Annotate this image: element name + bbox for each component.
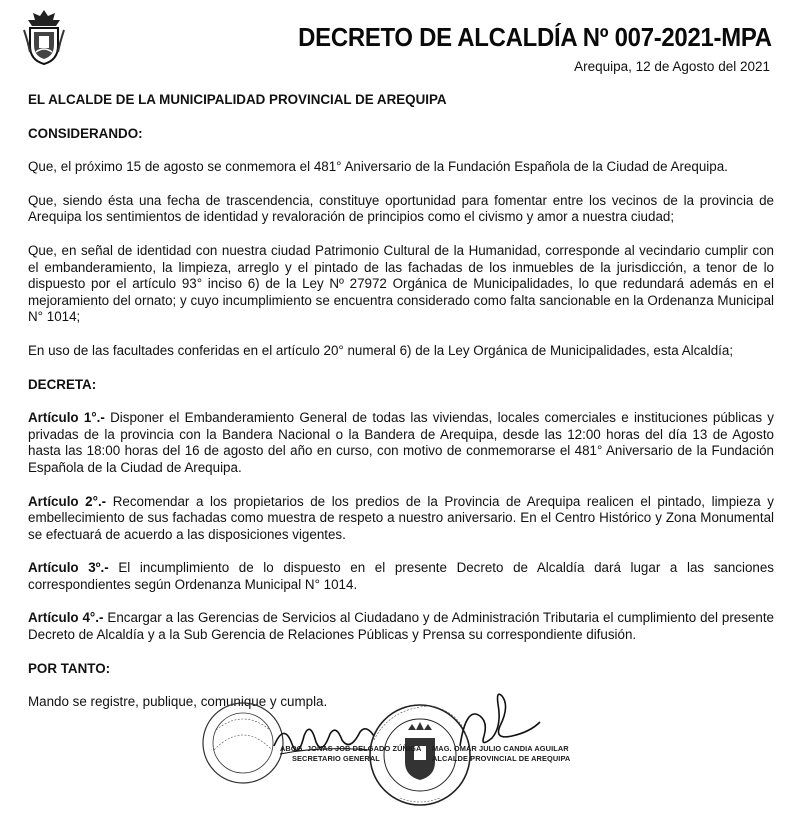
- article-paragraph: [28, 560, 774, 593]
- coat-of-arms-icon: [22, 8, 66, 66]
- article-paragraph: [28, 494, 774, 544]
- issuer-heading: EL ALCALDE DE LA MUNICIPALIDAD PROVINCIAL DE AREQUIPA: [28, 92, 447, 107]
- decreta-heading: DECRETA:: [28, 376, 97, 392]
- secretary-role: SECRETARIO GENERAL: [292, 754, 380, 763]
- article-label: Artículo 2°.-: [28, 493, 107, 509]
- decree-body: [28, 92, 774, 711]
- article-paragraph: [28, 610, 774, 643]
- por-tanto-heading: POR TANTO:: [28, 660, 111, 676]
- considerando-paragraph: En uso de las facultades conferidas en el artículo 20° numeral 6) de la Ley Orgánica de Municipalidades, esta Alcaldía;: [28, 342, 734, 358]
- place-and-date: Arequipa, 12 de Agosto del 2021: [574, 59, 770, 74]
- article-text: Encargar a las Gerencias de Servicios al Ciudadano y de Administración Tributaria el cumplimiento del presente Decreto de Alcaldía y a la Sub Gerencia de Relaciones Públicas y Prensa su correspondiente difusión.: [28, 610, 774, 643]
- article-label: Artículo 1°.-: [28, 410, 105, 426]
- mayor-name: MAG. OMAR JULIO CANDIA AGUILAR: [432, 744, 569, 753]
- article-text: Recomendar a los propietarios de los predios de la Provincia de Arequipa realicen el pintado, limpieza y embellecimiento de sus fachadas como muestra de respeto a nuestro aniversario. En el Centro Histórico y Zona Monumental se efectuará de acuerdo a las disposiciones vigentes.: [28, 493, 774, 542]
- considerando-paragraph: Que, en señal de identidad con nuestra ciudad Patrimonio Cultural de la Humanidad, corresponde al vecindario cumplir con el embanderamiento, la limpieza, arreglo y el pintado de las fachadas de los inmuebles de la jurisdicción, a tenor de lo dispuesto por el artículo 93° inciso 6) de la Ley Nº 27972 Orgánica de Municipalidades, lo que redundará además en el mejoramiento del ornato; y cuyo incumplimiento se encuentra considerado como falta sancionable en la Ordenanza Municipal N° 1014;: [28, 242, 774, 325]
- mayor-role: ALCALDE PROVINCIAL DE AREQUIPA: [432, 754, 571, 763]
- secretary-name: ABOG. JONAS JOB DELGADO ZÚÑIGA: [280, 744, 422, 753]
- decree-title: DECRETO DE ALCALDÍA Nº 007-2021-MPA: [298, 22, 772, 52]
- article-paragraph: [28, 410, 774, 476]
- signature-block: [200, 686, 580, 820]
- considerando-paragraph: Que, siendo ésta una fecha de trascendencia, constituye oportunidad para fomentar entre los vecinos de la provincia de Arequipa los sentimientos de identidad y revaloración de principios como el civismo y amor a nuestra ciudad;: [28, 192, 774, 225]
- closing-line: Mando se registre, publique, comunique y cumpla.: [28, 694, 328, 710]
- article-text: Disponer el Embanderamiento General de todas las viviendas, locales comerciales e instituciones públicas y privadas de la provincia con la Bandera Nacional o la Bandera de Arequipa, desde las 12:00 horas del día 13 de Agosto hasta las 18:00 horas del 16 de agosto del año en curso, con motivo de conmemorarse el 481° Aniversario de la Fundación Española de la Ciudad de Arequipa.: [28, 410, 774, 475]
- article-text: El incumplimiento de lo dispuesto en el presente Decreto de Alcaldía dará lugar a las sanciones correspondientes según Ordenanza Municipal N° 1014.: [28, 560, 774, 592]
- considerando-heading: CONSIDERANDO:: [28, 125, 143, 141]
- article-label: Artículo 3º.-: [28, 560, 109, 576]
- considerando-paragraph: Que, el próximo 15 de agosto se conmemora el 481° Aniversario de la Fundación Española de la Ciudad de Arequipa.: [28, 159, 728, 175]
- article-label: Artículo 4°.-: [28, 610, 104, 626]
